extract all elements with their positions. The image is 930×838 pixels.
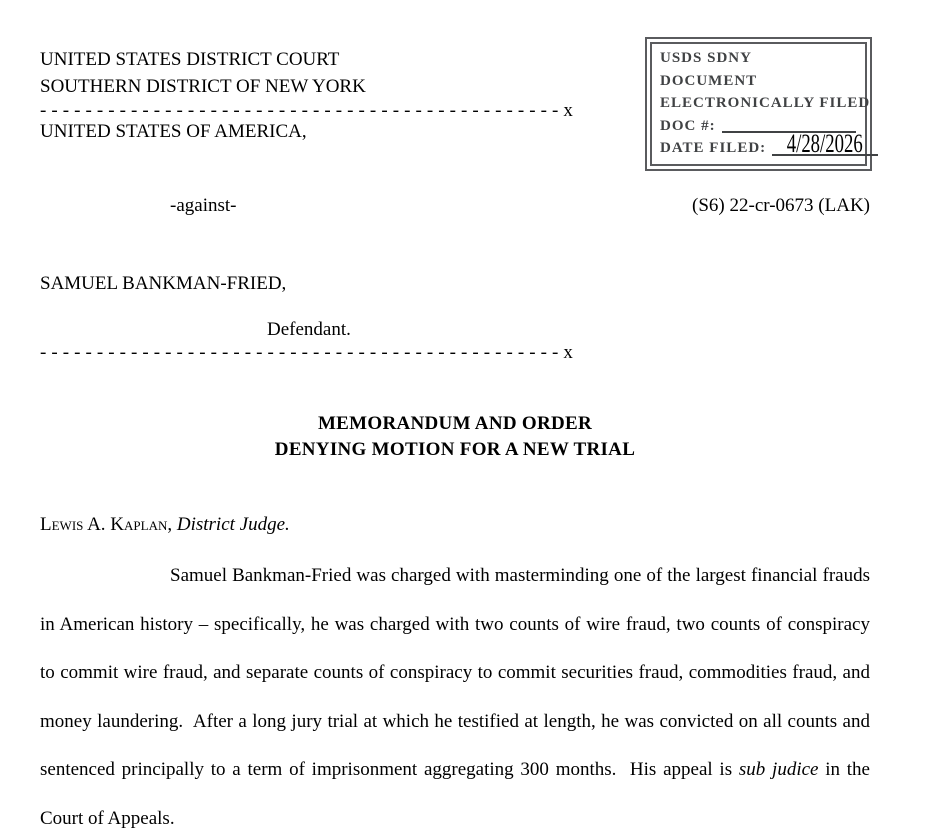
efiling-stamp [645, 37, 872, 171]
stamp-doc-number-label: DOC #: [660, 117, 716, 134]
against-label: -against- [170, 195, 237, 216]
opinion-latin-phrase: sub judice [738, 759, 819, 781]
stamp-usds-sdny: USDS SDNY [660, 50, 752, 66]
defendant-name: SAMUEL BANKMAN-FRIED, [40, 273, 287, 294]
case-number: (S6) 22-cr-0673 (LAK) [692, 195, 870, 216]
defendant-label: Defendant. [267, 319, 351, 340]
stamp-document: DOCUMENT [660, 72, 758, 89]
opinion-text-part2: in the Court of Appeals. [40, 759, 870, 829]
stamp-date-filed-label: DATE FILED: [660, 140, 767, 156]
court-name: UNITED STATES DISTRICT COURT [40, 49, 340, 70]
memorandum-title [40, 411, 870, 463]
caption-separator-top: - - - - - - - - - - - - - - - - - - - - - - - - - - - - - - - - - - - - - - - - - - - - - - x [40, 100, 573, 121]
stamp-date-filed-value: 4/28/2026 [786, 128, 863, 158]
stamp-date-filed-row [660, 128, 863, 160]
judge-name: Lewis A. Kaplan, [40, 514, 177, 535]
opinion-paragraph [40, 552, 870, 838]
stamp-date-filed-blank [772, 128, 877, 158]
plaintiff-name: UNITED STATES OF AMERICA, [40, 121, 307, 142]
stamp-electronically-filed: ELECTRONICALLY FILED [660, 95, 871, 111]
opinion-text-part1: Samuel Bankman-Fried was charged with masterminding one of the largest financial frauds in American history – specifically, he was charged with two counts of wire fraud, two counts of conspiracy to commit wire fraud, and separate counts of conspiracy to commit securities fraud, commodities fraud, and money laundering. After a long jury trial at which he testified at length, he was convicted on all counts and sentenced principally to a term of imprisonment aggregating 300 months. His appeal is [40, 565, 870, 781]
memorandum-title-line1: MEMORANDUM AND ORDER [317, 413, 593, 434]
court-district: SOUTHERN DISTRICT OF NEW YORK [40, 76, 366, 97]
caption-separator-bottom: - - - - - - - - - - - - - - - - - - - - - - - - - - - - - - - - - - - - - - - - - - - - - - x [40, 342, 573, 363]
memorandum-title-line2: DENYING MOTION FOR A NEW TRIAL [274, 439, 636, 460]
judge-line [40, 513, 290, 537]
court-header [40, 46, 366, 100]
efiling-stamp-inner [650, 42, 871, 166]
judge-title: District Judge. [176, 514, 290, 535]
